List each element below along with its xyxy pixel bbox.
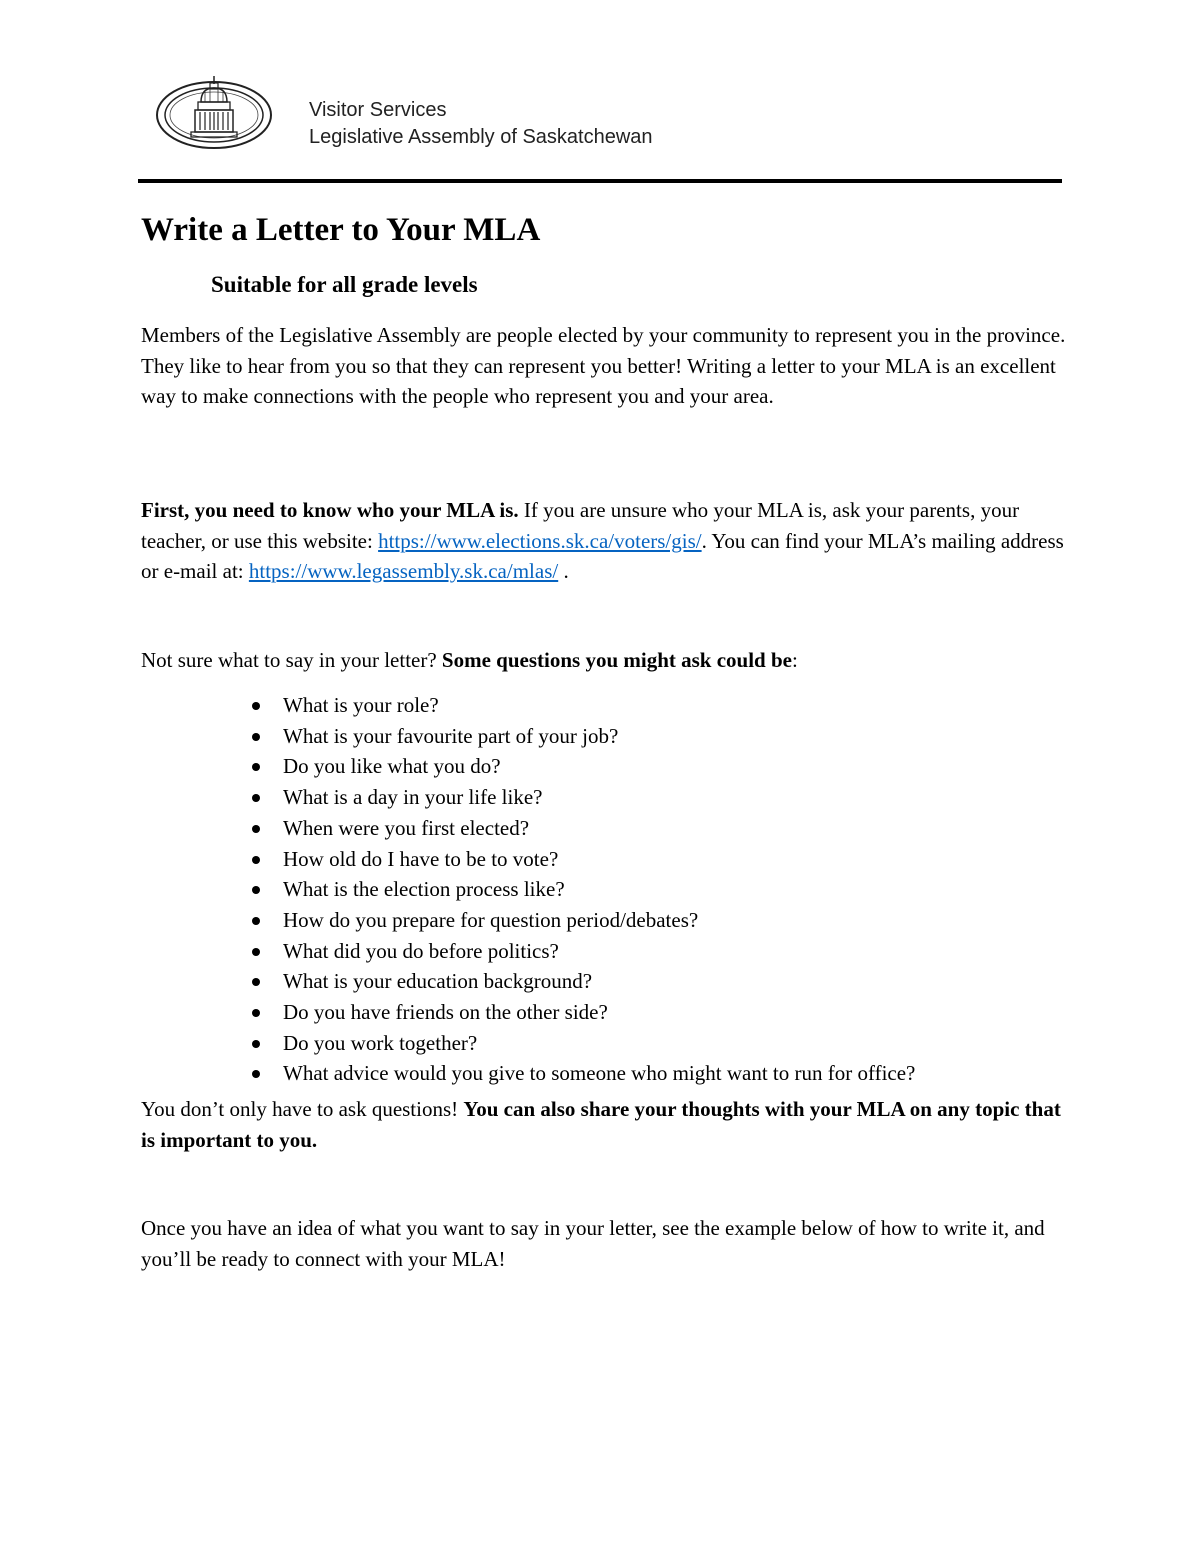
question-text: What is your role?	[283, 693, 439, 717]
question-text: Do you work together?	[283, 1030, 478, 1055]
list-item	[249, 751, 915, 782]
bullet-icon	[252, 702, 260, 710]
list-item	[249, 690, 915, 721]
bullet-icon	[252, 1070, 260, 1078]
question-text: What advice would you give to someone who might want to run for office?	[283, 1061, 916, 1086]
bullet-icon	[252, 856, 260, 864]
question-text: What is your education background?	[283, 969, 593, 994]
header-text	[309, 97, 653, 151]
share-text: You don’t only have to ask questions!	[141, 1097, 464, 1121]
question-text: What is your favourite part of your job?	[283, 723, 619, 748]
bullet-icon	[252, 1009, 260, 1017]
bullet-icon	[252, 917, 260, 925]
question-text: What is the election process like?	[283, 877, 565, 902]
bullet-icon	[252, 794, 260, 802]
bullet-icon	[252, 978, 260, 986]
legislative-building-emblem-icon	[155, 74, 273, 156]
first-text-1: If you are unsure who your MLA is, ask your parents, your teacher, or use this website:	[141, 498, 1020, 553]
page-title: Write a Letter to Your MLA	[141, 212, 541, 248]
not-sure-text: Not sure what to say in your letter?	[141, 648, 442, 672]
list-item	[249, 844, 915, 875]
header-assembly-name: Legislative Assembly of Saskatchewan	[309, 126, 653, 148]
bullet-icon	[252, 825, 260, 833]
header-divider	[138, 179, 1062, 183]
list-item	[249, 1028, 915, 1059]
elections-link[interactable]: https://www.elections.sk.ca/voters/gis/	[378, 528, 702, 553]
page-subtitle: Suitable for all grade levels	[211, 272, 478, 297]
list-item	[249, 813, 915, 844]
question-text: When were you first elected?	[283, 815, 530, 840]
list-item	[249, 936, 915, 967]
bullet-icon	[252, 1040, 260, 1048]
list-item	[249, 997, 915, 1028]
bullet-icon	[252, 733, 260, 741]
question-text: How do you prepare for question period/debates?	[283, 907, 699, 932]
closing-paragraph: Once you have an idea of what you want to say in your letter, see the example below of how to write it, and you’ll be ready to connect with your MLA!	[141, 1216, 1045, 1271]
share-paragraph	[141, 1094, 1066, 1155]
first-text-3: .	[558, 559, 569, 583]
first-paragraph	[141, 495, 1066, 587]
list-item	[249, 1058, 915, 1089]
bullet-icon	[252, 886, 260, 894]
legassembly-link[interactable]: https://www.legassembly.sk.ca/mlas/	[248, 559, 559, 583]
questions-list	[249, 690, 915, 1089]
question-text: What is a day in your life like?	[283, 785, 543, 810]
not-sure-colon: :	[792, 648, 798, 672]
bullet-icon	[252, 763, 260, 771]
list-item	[249, 905, 915, 936]
question-text: What did you do before politics?	[283, 938, 559, 963]
intro-paragraph: Members of the Legislative Assembly are people elected by your community to represent you in the province. They like to hear from you so that they can represent you better! Writing a letter to your MLA is an excellent way to make connections with the people who represent you and your area.	[141, 323, 1066, 408]
first-text-2: . You can find your MLA’s mailing address or e-mail at:	[141, 528, 1064, 583]
list-item	[249, 874, 915, 905]
first-bold-text: First, you need to know who your MLA is.	[141, 498, 519, 522]
list-item	[249, 721, 915, 752]
list-item	[249, 782, 915, 813]
question-text: Do you like what you do?	[283, 754, 501, 779]
share-bold-text: You can also share your thoughts with your MLA on any topic that is important to you.	[141, 1097, 1061, 1152]
bullet-icon	[252, 948, 260, 956]
question-text: Do you have friends on the other side?	[283, 1000, 608, 1025]
not-sure-bold-text: Some questions you might ask could be	[441, 648, 792, 672]
not-sure-paragraph	[141, 645, 1066, 676]
question-text: How old do I have to be to vote?	[283, 846, 559, 871]
header-visitor-services: Visitor Services	[309, 99, 447, 121]
list-item	[249, 966, 915, 997]
